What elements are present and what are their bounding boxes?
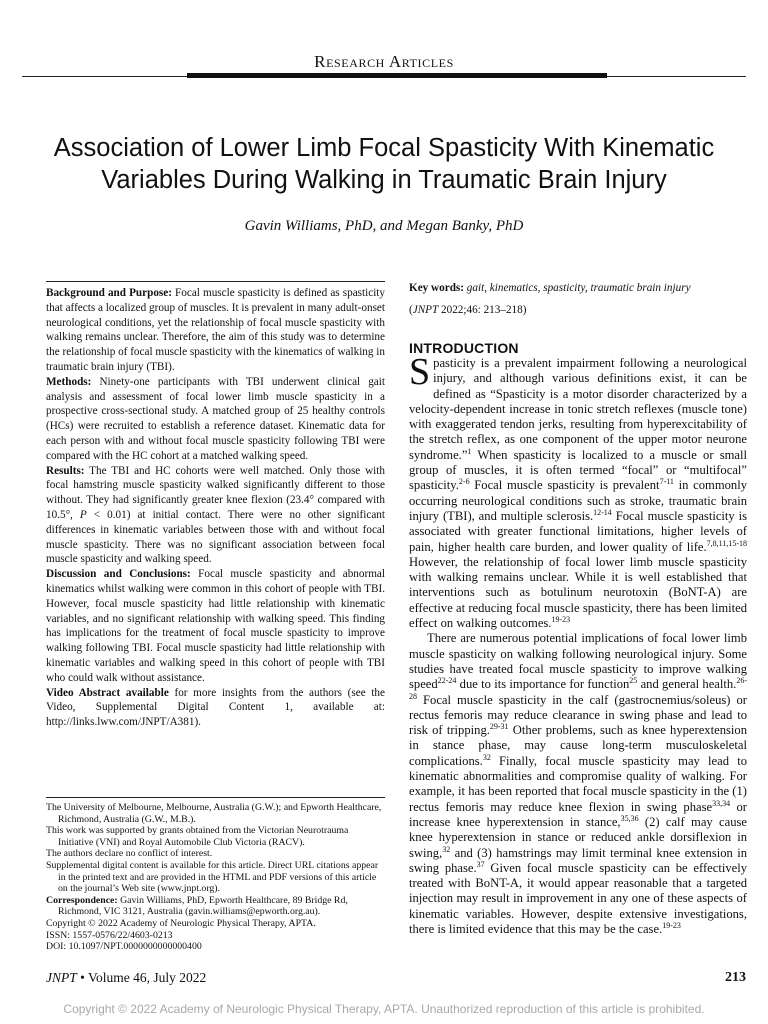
citation-ref: 32	[482, 752, 491, 762]
abstract-discussion-text: Focal muscle spasticity and abnormal kinematics whilst walking were common in this cohort of people with TBI. However, focal muscle spasticity had little relationship with kinematic variables, and no significant relationship with walking speed. This finding has implications for the treatment of focal muscle spasticity to improve walking following TBI. Focal muscle spasticity had little relationship with kinematic variables and walking speed in this cohort of people with TBI who could walk without assistance.	[46, 568, 385, 684]
footnote-doi: DOI: 10.1097/NPT.0000000000000400	[46, 941, 202, 953]
introduction-body	[409, 351, 748, 937]
abstract-methods	[46, 375, 385, 464]
copyright-notice: Copyright © 2022 Academy of Neurologic Physical Therapy, APTA. Unauthorized reproduction of this article is prohibited.	[63, 1002, 705, 1016]
footer-issue: • Volume 46, July 2022	[76, 970, 207, 985]
footnote-issn: ISSN: 1557-0576/22/4603-0213	[46, 929, 173, 941]
citation-ref: 26-28	[409, 676, 747, 701]
abstract-results-text: The TBI and HC cohorts were well matched. Only those with focal hamstring muscle spasticity walked significantly different to those without. They had significantly greater knee flexion (23.4° compared with 10.5°,	[46, 464, 385, 521]
abstract-results-p-symbol: P	[79, 508, 87, 521]
section-heading: Research Articles	[314, 52, 454, 71]
article-title: Association of Lower Limb Focal Spasticity With Kinematic Variables During Walking in Traumatic Brain Injury	[53, 134, 715, 194]
footnote-affiliation: The University of Melbourne, Melbourne, Australia (G.W.); and Epworth Healthcare, Richmond, Australia (G.W., M.B.).	[46, 802, 382, 825]
abstract-results	[46, 464, 385, 568]
citation-ref: 7,8,11,15-18	[706, 538, 747, 548]
abstract-methods-text: Ninety-one participants with TBI underwent clinical gait analysis and assessment of focal lower limb muscle spasticity in a prospective cross-sectional study. A matched group of 25 healthy controls (HCs) were recruited to establish a reference dataset. Kinematic data for each person with and without focal muscle spasticity following TBI were compared with the HC cohort at a matched walking speed.	[46, 375, 385, 462]
abstract-video-text[interactable]: for more insights from the authors (see the Video, Supplemental Digital Content 1, available at: http://links.lww.com/JNPT/A381).	[46, 686, 385, 729]
intro-paragraph-1: Spasticity is a prevalent impairment following a neurological injury, and although various definitions exist, it can be defined as “Spasticity is a motor disorder characterized by a velocity-dependent increase in tonic stretch reflexes (muscle tone) with exaggerated tendon jerks, resulting from hyperexcitability of the stretch reflex, as one component of the upper motor neurone syndrome.”$^1$ When spasticity is localized to a muscle or small group of muscles, it is often termed “focal” or “multifocal” spasticity.$^{2-6}$ Focal muscle spasticity is prevalent$^{7-11}$ in commonly occurring neurological conditions such as stroke, traumatic brain injury (TBI), and multiple sclerosis.$^{12-14}$ Focal muscle spasticity is associated with greater functional limitations, higher levels of pain, higher health care burden, and lower quality of life.$^{7,8,11,15-18}$ However, the relationship of focal lower limb muscle spasticity with walking remains unclear. While it is well established that interventions such as botulinum neurotoxin (BoNT-A) are effective at reducing focal muscle spasticity, there has been limited effect on walking outcomes.$^{19-23}$	[409, 351, 748, 631]
footnote-copyright: Copyright © 2022 Academy of Neurologic Physical Therapy, APTA.	[46, 917, 316, 929]
abstract-purpose-label: Background and Purpose:	[46, 287, 172, 299]
citation-ref: 29-31	[489, 721, 509, 731]
drop-cap: S	[409, 351, 431, 393]
abstract-discussion-label: Discussion and Conclusions:	[46, 568, 191, 581]
abstract-results-label: Results:	[46, 464, 85, 477]
citation-ref: 1	[467, 446, 472, 456]
abstract-purpose-text: Focal muscle spasticity is defined as spasticity that affects a localized group of muscles. It is prevalent in many adult-onset neurological conditions, yet the relationship of focal muscle spasticity with walking remains unclear. Therefore, the aim of this study was to determine the relationship of focal muscle spasticity with the kinematics of walking in traumatic brain injury (TBI).	[46, 287, 386, 373]
footer-journal: JNPT	[46, 970, 77, 985]
abstract-rule	[46, 281, 385, 282]
footnote-supplemental: Supplemental digital content is available for this article. Direct URL citations appear in the printed text and are provided in the HTML and PDF versions of this article on the journal’s Web site (www.jnpt.org).	[46, 859, 379, 895]
introduction-heading: INTRODUCTION	[409, 340, 519, 356]
footnote-rule	[46, 797, 385, 798]
author-line: Gavin Williams, PhD, and Megan Banky, PhD	[244, 218, 524, 234]
page-number: 213	[725, 970, 746, 985]
intro-paragraph-2: There are numerous potential implications of focal lower limb muscle spasticity on walking following neurological injury. Some studies have treated focal muscle spasticity to improve walking speed$^{22-24}$ due to its importance for function$^{25}$ and general health.$^{26-28}$ Focal muscle spasticity in the calf (gastrocnemius/soleus) or rectus femoris may reduce clearance in swing phase and lead to risk of tripping.$^{29-31}$ Other problems, such as knee hyperextension in stance phase, may cause long-term musculoskeletal complications.$^{32}$ Finally, focal muscle spasticity may lead to kinematic abnormalities and compromise quality of walking. For example, it has been reported that focal muscle spasticity in the (1) rectus femoris may reduce knee flexion in swing phase$^{33,34}$ or increase knee hyperextension in stance,$^{35,36}$ (2) calf may cause knee hyperextension in stance or reduced ankle dorsiflexion in swing,$^{32}$ and (3) hamstrings may limit terminal knee extension in swing phase.$^{37}$ Given focal muscle spasticity can be effectively treated with BoNT-A, it would appear reasonable that a targeted injection may result in improvement in any one of these aspects of kinematic variables. However, despite extensive investigations, there is limited evidence that this may be the case.$^{19-23}$	[409, 631, 747, 936]
citation-ref: 25	[629, 676, 638, 686]
abstract-purpose	[46, 286, 385, 375]
citation-ref: 19-23	[662, 920, 681, 930]
footnotes	[46, 797, 385, 953]
abstract-video	[46, 686, 385, 730]
citation: (JNPT 2022;46: 213–218)	[409, 304, 527, 316]
footnote-correspondence-text: Gavin Williams, PhD, Epworth Healthcare, 89 Bridge Rd, Richmond, VIC 3121, Australia (gavin.williams@epworth.org.au).	[58, 894, 348, 918]
running-footer	[46, 970, 206, 986]
citation-details: 2022;46: 213–218)	[438, 304, 527, 316]
citation-ref: 7-11	[659, 477, 674, 487]
header-rule-accent	[187, 73, 607, 78]
abstract-column	[46, 281, 385, 730]
citation-ref: 35,36	[620, 813, 639, 823]
body-column	[409, 281, 747, 937]
footnote-correspondence-label: Correspondence:	[46, 894, 118, 906]
abstract-methods-label: Methods:	[46, 375, 92, 388]
citation-ref: 2-6	[458, 477, 470, 487]
citation-ref: 19-23	[551, 614, 571, 624]
citation-ref: 33,34	[712, 798, 731, 808]
citation-ref: 12-14	[593, 507, 612, 517]
keywords-text: gait, kinematics, spasticity, traumatic brain injury	[464, 282, 691, 294]
citation-ref: 22-24	[437, 676, 457, 686]
abstract	[46, 286, 385, 730]
abstract-video-label: Video Abstract available	[46, 686, 169, 699]
keywords-label: Key words:	[409, 282, 464, 294]
keywords	[409, 281, 747, 295]
abstract-discussion	[46, 567, 385, 685]
footnote-conflict: The authors declare no conflict of interest.	[46, 848, 213, 860]
footnote-funding: This work was supported by grants obtained from the Victorian Neurotrauma Initiative (VNI) and Royal Automobile Club Victoria (RACV).	[46, 825, 349, 848]
footnote-correspondence	[46, 895, 385, 918]
abstract-results-text-cont: < 0.01) at initial contact. There were no other significant differences in kinematic variables between those with and without focal muscle spasticity. There was no significant association between focal muscle spasticity and walking speed.	[46, 508, 385, 566]
citation-ref: 37	[476, 859, 485, 869]
citation-ref: 32	[442, 844, 451, 854]
citation-journal: JNPT	[412, 304, 439, 316]
